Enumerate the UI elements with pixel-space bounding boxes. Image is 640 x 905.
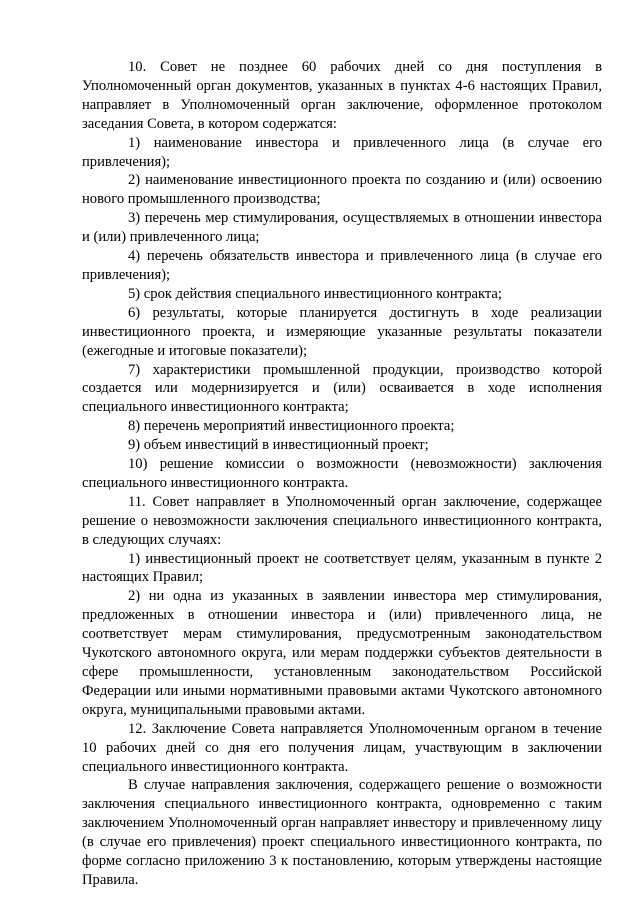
list-item: 7) характеристики промышленной продукции, производство которой создается или модернизируется и (или) осваивается в ходе исполнения специального инвестиционного контракта; [82,361,602,416]
list-item: 8) перечень мероприятий инвестиционного проекта; [128,418,455,435]
list-item: 9) объем инвестиций в инвестиционный проект; [128,437,429,454]
paragraph-11: 11. Совет направляет в Уполномоченный орган заключение, содержащее решение о невозможности заключения специального инвестиционного контракта, в следующих случаях: [82,493,602,548]
list-item: 5) срок действия специального инвестиционного контракта; [128,285,502,302]
list-item: 1) инвестиционный проект не соответствует целям, указанным в пункте 2 настоящих Правил; [82,550,602,586]
paragraph-text: В случае направления заключения, содержащего решение о возможности заключения специального инвестиционного контракта, одновременно с таким заключением Уполномоченный орган направляет инвестору и привлеченному лицу (в случае его привлечения) проект специального инвестиционного контракта, по форме согласно приложению 3 к постановлению, которым утверждены настоящие Правила. [82,777,602,888]
list-item: 10) решение комиссии о возможности (невозможности) заключения специального инвестиционного контракта. [82,456,602,491]
paragraph-12: 12. Заключение Совета направляется Уполномоченным органом в течение 10 рабочих дней со дня его получения лицам, участвующим в заключении специального инвестиционного контракта. [82,720,602,775]
list-item: 2) ни одна из указанных в заявлении инвестора мер стимулирования, предложенных в отношении инвестора и (или) привлеченного лица, не соответствует мерам стимулирования, предусмотренным законодательством Чукотского автономного округа, или мерам поддержки субъектов деятельности в сфере промышленности, установленным законодательством Российской Федерации или иными нормативными правовыми актами Чукотского автономного округа, муниципальными правовыми актами. [82,588,602,718]
list-item: 6) результаты, которые планируется достигнуть в ходе реализации инвестиционного проекта, и измеряющие указанные результаты показатели (ежегодные и итоговые показатели); [82,304,602,359]
list-item: 3) перечень мер стимулирования, осуществляемых в отношении инвестора и (или) привлеченного лица; [82,210,602,246]
list-item: 1) наименование инвестора и привлеченного лица (в случае его привлечения); [82,134,602,170]
list-item: 4) перечень обязательств инвестора и привлеченного лица (в случае его привлечения); [82,248,602,283]
list-item: 2) наименование инвестиционного проекта по созданию и (или) освоению нового промышленного производства; [82,172,602,208]
paragraph-10: 10. Совет не позднее 60 рабочих дней со дня поступления в Уполномоченный орган документов, указанных в пунктах 4-6 настоящих Правил, направляет в Уполномоченный орган заключение, оформленное протоколом заседания Совета, в котором содержатся: [82,59,602,132]
